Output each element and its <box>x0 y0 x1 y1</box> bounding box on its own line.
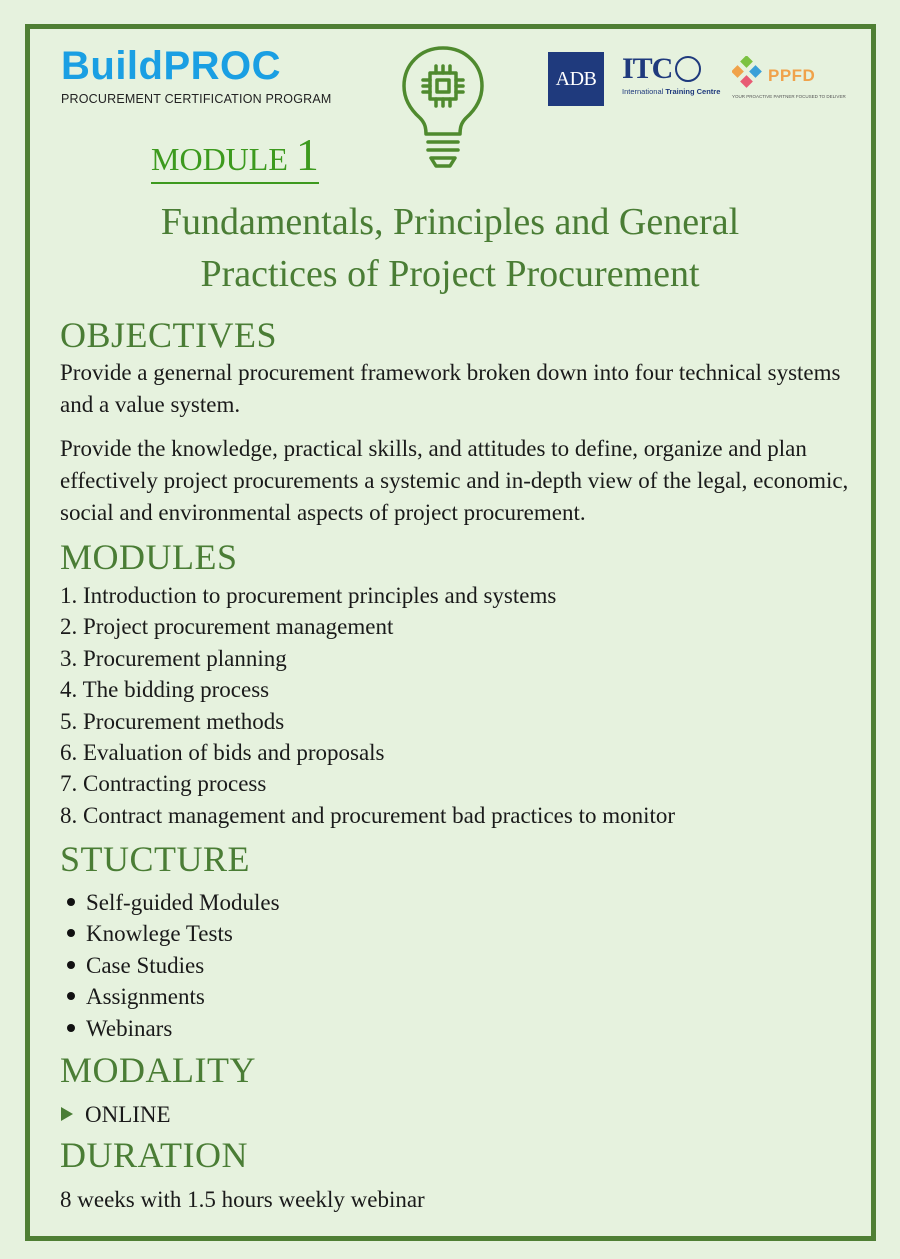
list-item: Knowlege Tests <box>64 918 280 949</box>
list-item: Case Studies <box>64 950 280 981</box>
itc-logo-subtitle: International Training Centre <box>622 87 721 96</box>
page-title <box>60 196 840 300</box>
modules-heading: MODULES <box>60 537 238 577</box>
module-word: MODULE <box>151 141 288 177</box>
modality-value: ONLINE <box>85 1102 171 1127</box>
list-item: Webinars <box>64 1013 280 1044</box>
list-item: 1. Introduction to procurement principles and systems <box>60 583 557 608</box>
modules-list <box>60 580 850 831</box>
ppfd-logo <box>732 56 846 100</box>
list-item: 3. Procurement planning <box>60 645 287 671</box>
duration-heading: DURATION <box>60 1135 248 1175</box>
list-item: 5. Procurement methods <box>60 708 285 734</box>
objectives-paragraph-2: Provide the knowledge, practical skills, and attitudes to define, organize and plan effectively project procurements a systemic and in-depth view of the legal, economic, social and environmental aspects of project procurement. <box>60 436 849 525</box>
brand-subtitle: PROCUREMENT CERTIFICATION PROGRAM <box>61 92 332 106</box>
title-line-1: Fundamentals, Principles and General <box>160 201 740 243</box>
itc-logo <box>622 54 722 104</box>
adb-logo <box>548 52 604 106</box>
objectives-paragraph-1: Provide a genernal procurement framework broken down into four technical systems and a value system. <box>60 360 841 417</box>
lightbulb-chip-icon <box>398 44 488 174</box>
adb-logo-text: ADB <box>555 67 597 90</box>
ppfd-logo-tagline: YOUR PROACTIVE PARTNER FOCUSED TO DELIVER <box>732 94 846 99</box>
module-label <box>151 129 319 184</box>
list-item: 8. Contract management and procurement bad practices to monitor <box>60 802 676 828</box>
structure-heading: STUCTURE <box>60 839 251 879</box>
objectives-heading: OBJECTIVES <box>60 315 278 355</box>
module-number: 1 <box>295 129 319 180</box>
ilo-globe-icon <box>675 56 701 82</box>
list-item: Assignments <box>64 981 280 1012</box>
title-line-2: Practices of Project Procurement <box>200 253 700 295</box>
list-item: Self-guided Modules <box>64 887 280 918</box>
duration-text: 8 weeks with 1.5 hours weekly webinar <box>60 1187 425 1212</box>
ppfd-mark-icon <box>732 56 764 90</box>
list-item: 4. The bidding process <box>60 677 270 703</box>
modality-item <box>61 1100 171 1130</box>
brand-name: BuildPROC <box>61 44 282 88</box>
ppfd-logo-text: PPFD <box>768 66 816 85</box>
modality-heading: MODALITY <box>60 1050 256 1090</box>
structure-list <box>64 887 280 1044</box>
play-triangle-icon <box>61 1107 73 1121</box>
list-item: 6. Evaluation of bids and proposals <box>60 740 385 766</box>
list-item: 7. Contracting process <box>60 771 267 797</box>
itc-logo-text: ITC <box>622 52 673 85</box>
brand-logo <box>61 44 332 106</box>
list-item: 2. Project procurement management <box>60 614 394 640</box>
